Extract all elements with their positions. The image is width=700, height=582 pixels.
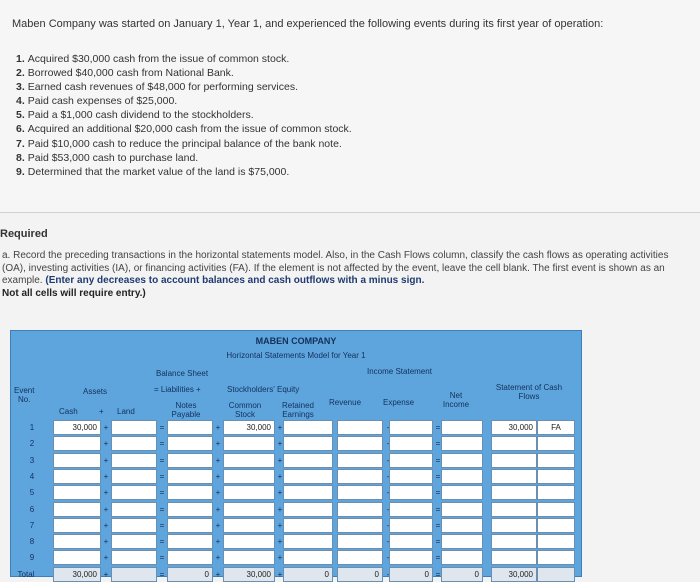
- cell-retained-earnings[interactable]: [283, 420, 333, 435]
- row-label: 6: [29, 504, 35, 514]
- cell-revenue[interactable]: [337, 485, 383, 500]
- cell-expense[interactable]: [389, 436, 433, 451]
- operator-sign: +: [103, 537, 109, 547]
- cell-revenue[interactable]: [337, 502, 383, 517]
- operator-sign: =: [159, 455, 165, 465]
- operator-sign: -: [386, 537, 390, 547]
- operator-sign: +: [215, 455, 221, 465]
- common-stock-header: Common Stock: [228, 401, 262, 419]
- cell-land[interactable]: [111, 469, 157, 484]
- company-name: MABEN COMPANY: [255, 336, 337, 346]
- operator-sign: -: [386, 423, 390, 432]
- cell-expense[interactable]: [389, 534, 433, 549]
- cell-class[interactable]: [537, 518, 575, 533]
- revenue-header: Revenue: [329, 398, 362, 407]
- cell-expense[interactable]: [389, 420, 433, 435]
- operator-sign: +: [215, 569, 221, 579]
- cell-land[interactable]: [111, 436, 157, 451]
- cell-retained-earnings[interactable]: [283, 502, 333, 517]
- balance-sheet-header: Balance Sheet: [156, 369, 209, 378]
- cell-cash-flow: 30,000: [491, 567, 537, 582]
- cell-expense[interactable]: [389, 550, 433, 565]
- operator-sign: +: [103, 488, 109, 498]
- cash-header: Cash: [59, 407, 78, 416]
- list-item: 8. Paid $53,000 cash to purchase land.: [16, 151, 199, 164]
- cell-cash-flow[interactable]: [491, 485, 537, 500]
- cell-class[interactable]: [537, 453, 575, 468]
- cell-retained-earnings[interactable]: [283, 453, 333, 468]
- cell-cash: 30,000: [53, 567, 101, 582]
- operator-sign: =: [435, 471, 441, 481]
- cell-class[interactable]: [537, 534, 575, 549]
- operator-sign: +: [277, 537, 283, 547]
- cell-expense: 0: [389, 567, 433, 582]
- operator-sign: +: [277, 423, 283, 432]
- operator-sign: +: [103, 439, 109, 449]
- cell-net-income[interactable]: [441, 485, 483, 500]
- operator-sign: +: [215, 471, 221, 481]
- list-item: 6. Acquired an additional $20,000 cash from the issue of common stock.: [16, 123, 352, 136]
- operator-sign: =: [159, 520, 165, 530]
- row-label: 8: [29, 537, 35, 547]
- operator-sign: =: [435, 520, 441, 530]
- operator-sign: +: [103, 569, 109, 579]
- cell-class[interactable]: [537, 502, 575, 517]
- cell-land[interactable]: [111, 550, 157, 565]
- table-title: Horizontal Statements Model for Year 1: [226, 351, 366, 360]
- cell-retained-earnings[interactable]: [283, 485, 333, 500]
- operator-sign: =: [435, 537, 441, 547]
- net-income-header: Net Income: [442, 391, 470, 409]
- row-label: Total: [17, 569, 35, 579]
- operator-sign: =: [435, 439, 441, 449]
- cell-common-stock[interactable]: 30,000: [223, 420, 275, 435]
- cell-cash[interactable]: [53, 502, 101, 517]
- event-list: [16, 52, 352, 179]
- expense-header: Expense: [383, 398, 415, 407]
- cell-class[interactable]: [537, 485, 575, 500]
- cell-land: [111, 567, 157, 582]
- cell-cash[interactable]: [53, 485, 101, 500]
- cell-land[interactable]: [111, 420, 157, 435]
- cell-net-income[interactable]: [441, 550, 483, 565]
- cell-notes-payable: 0: [167, 567, 213, 582]
- intro-text: Maben Company was started on January 1, Year 1, and experienced the following events during its first year of operation:: [12, 18, 604, 30]
- required-instructions: a. Record the preceding transactions in the horizontal statements model. Also, in the Cash Flows column, classify the cash flows as operating activities (OA), investing activities (IA), or financing activities (FA). If the element is not affected by the event, leave the cell blank. The first event is shown as an example. (Enter any decreases to account balances and cash outflows with a minus sign. Not all cells will require entry.): [2, 250, 669, 299]
- operator-sign: +: [277, 520, 283, 530]
- row-label: 2: [29, 439, 35, 449]
- operator-sign: +: [277, 569, 283, 579]
- cell-common-stock[interactable]: [223, 453, 275, 468]
- cell-net-income[interactable]: [441, 534, 483, 549]
- cell-revenue: 0: [337, 567, 383, 582]
- horizontal-statements-model: [10, 330, 582, 577]
- cell-class[interactable]: [537, 436, 575, 451]
- cell-net-income[interactable]: [441, 436, 483, 451]
- operator-sign: -: [386, 569, 390, 579]
- retained-earnings-header: Retained Earnings: [281, 401, 315, 419]
- cell-net-income: 0: [441, 567, 483, 582]
- operator-sign: +: [103, 504, 109, 514]
- cell-notes-payable[interactable]: [167, 420, 213, 435]
- operator-sign: =: [159, 439, 165, 449]
- row-label: 3: [29, 455, 35, 465]
- cell-revenue[interactable]: [337, 420, 383, 435]
- cell-revenue[interactable]: [337, 469, 383, 484]
- cell-net-income[interactable]: [441, 502, 483, 517]
- cell-retained-earnings[interactable]: [283, 534, 333, 549]
- operator-sign: =: [435, 488, 441, 498]
- list-item: 7. Paid $10,000 cash to reduce the principal balance of the bank note.: [16, 137, 342, 150]
- list-item: 2. Borrowed $40,000 cash from National Bank.: [16, 67, 234, 80]
- cell-notes-payable[interactable]: [167, 550, 213, 565]
- cell-revenue[interactable]: [337, 550, 383, 565]
- list-item: 4. Paid cash expenses of $25,000.: [16, 95, 178, 108]
- notes-payable-header: Notes Payable: [171, 401, 201, 419]
- land-header: Land: [117, 407, 135, 416]
- cell-retained-earnings[interactable]: [283, 436, 333, 451]
- cell-retained-earnings[interactable]: [283, 550, 333, 565]
- cell-common-stock: 30,000: [223, 567, 275, 582]
- list-item: 1. Acquired $30,000 cash from the issue of common stock.: [16, 53, 290, 65]
- cell-notes-payable[interactable]: [167, 453, 213, 468]
- cell-common-stock[interactable]: [223, 469, 275, 484]
- cash-flows-header: Statement of Cash Flows: [495, 383, 563, 401]
- cell-notes-payable[interactable]: [167, 534, 213, 549]
- cell-net-income[interactable]: [441, 420, 483, 435]
- cell-cash-flow[interactable]: [491, 534, 537, 549]
- cell-notes-payable[interactable]: [167, 518, 213, 533]
- cell-land[interactable]: [111, 518, 157, 533]
- operator-sign: =: [435, 569, 441, 579]
- operator-sign: +: [277, 488, 283, 498]
- cell-revenue[interactable]: [337, 436, 383, 451]
- cell-cash[interactable]: 30,000: [53, 420, 101, 435]
- problem-statement: [0, 0, 700, 213]
- cell-cash-flow[interactable]: [491, 469, 537, 484]
- cell-cash-flow[interactable]: [491, 550, 537, 565]
- cell-common-stock[interactable]: [223, 550, 275, 565]
- operator-sign: -: [386, 488, 390, 498]
- cell-common-stock[interactable]: [223, 485, 275, 500]
- operator-sign: +: [277, 471, 283, 481]
- operator-sign: =: [435, 455, 441, 465]
- operator-sign: +: [215, 439, 221, 449]
- cell-notes-payable[interactable]: [167, 469, 213, 484]
- operator-sign: =: [159, 553, 165, 563]
- operator-sign: +: [215, 423, 221, 432]
- plus-sign: +: [99, 407, 104, 416]
- cell-expense[interactable]: [389, 502, 433, 517]
- row-label: 5: [29, 488, 35, 498]
- cell-cash[interactable]: [53, 518, 101, 533]
- cell-expense[interactable]: [389, 453, 433, 468]
- cell-class[interactable]: [537, 550, 575, 565]
- list-item: 9. Determined that the market value of the land is $75,000.: [16, 165, 290, 178]
- operator-sign: =: [159, 423, 165, 432]
- cell-net-income[interactable]: [441, 518, 483, 533]
- row-label: 4: [29, 471, 35, 481]
- operator-sign: +: [215, 537, 221, 547]
- operator-sign: -: [386, 439, 390, 449]
- operator-sign: +: [215, 504, 221, 514]
- cell-retained-earnings[interactable]: [283, 469, 333, 484]
- cell-notes-payable[interactable]: [167, 502, 213, 517]
- cell-expense[interactable]: [389, 485, 433, 500]
- cell-land[interactable]: [111, 485, 157, 500]
- cell-land[interactable]: [111, 453, 157, 468]
- cell-common-stock[interactable]: [223, 436, 275, 451]
- operator-sign: =: [159, 488, 165, 498]
- operator-sign: +: [215, 520, 221, 530]
- cell-notes-payable[interactable]: [167, 485, 213, 500]
- operator-sign: -: [386, 520, 390, 530]
- operator-sign: -: [386, 471, 390, 481]
- cell-class[interactable]: [537, 469, 575, 484]
- cell-cash[interactable]: [53, 550, 101, 565]
- cell-cash-flow[interactable]: [491, 502, 537, 517]
- cell-cash-flow[interactable]: [491, 436, 537, 451]
- operator-sign: +: [215, 488, 221, 498]
- operator-sign: +: [277, 553, 283, 563]
- event-no-header: Event No.: [14, 386, 35, 404]
- cell-cash[interactable]: [53, 469, 101, 484]
- required-heading: Required: [0, 228, 48, 240]
- operator-sign: +: [277, 455, 283, 465]
- cell-land[interactable]: [111, 534, 157, 549]
- cell-revenue[interactable]: [337, 518, 383, 533]
- cell-notes-payable[interactable]: [167, 436, 213, 451]
- operator-sign: +: [103, 423, 109, 432]
- operator-sign: +: [277, 439, 283, 449]
- cell-cash-flow[interactable]: [491, 518, 537, 533]
- operator-sign: +: [215, 553, 221, 563]
- cell-common-stock[interactable]: [223, 502, 275, 517]
- cell-cash-flow[interactable]: 30,000: [491, 420, 537, 435]
- assets-header: Assets: [83, 387, 108, 396]
- cell-expense[interactable]: [389, 518, 433, 533]
- liabilities-header: = Liabilities +: [154, 385, 201, 394]
- cell-net-income[interactable]: [441, 469, 483, 484]
- operator-sign: =: [435, 553, 441, 563]
- operator-sign: -: [386, 504, 390, 514]
- row-label: 7: [29, 520, 35, 530]
- cell-net-income[interactable]: [441, 453, 483, 468]
- cell-common-stock[interactable]: [223, 534, 275, 549]
- cell-revenue[interactable]: [337, 534, 383, 549]
- operator-sign: =: [159, 504, 165, 514]
- cell-class[interactable]: FA: [537, 420, 575, 435]
- cell-land[interactable]: [111, 502, 157, 517]
- income-statement-header: Income Statement: [367, 367, 432, 376]
- cell-retained-earnings[interactable]: [283, 518, 333, 533]
- operator-sign: -: [386, 553, 390, 563]
- cell-common-stock[interactable]: [223, 518, 275, 533]
- operator-sign: =: [159, 471, 165, 481]
- list-item: 3. Earned cash revenues of $48,000 for performing services.: [16, 81, 298, 94]
- operator-sign: =: [159, 537, 165, 547]
- cell-cash-flow[interactable]: [491, 453, 537, 468]
- operator-sign: +: [103, 553, 109, 563]
- operator-sign: +: [103, 471, 109, 481]
- list-item: 5. Paid a $1,000 cash dividend to the stockholders.: [16, 109, 254, 122]
- operator-sign: +: [103, 455, 109, 465]
- operator-sign: +: [277, 504, 283, 514]
- cell-cash[interactable]: [53, 436, 101, 451]
- stockholders-equity-header: Stockholders' Equity: [227, 385, 300, 394]
- operator-sign: -: [386, 455, 390, 465]
- operator-sign: +: [103, 520, 109, 530]
- operator-sign: =: [159, 569, 165, 579]
- row-label: 1: [29, 423, 35, 432]
- row-label: 9: [29, 553, 35, 563]
- cell-class: [537, 567, 575, 582]
- operator-sign: =: [435, 423, 441, 432]
- cell-cash[interactable]: [53, 453, 101, 468]
- cell-revenue[interactable]: [337, 453, 383, 468]
- cell-retained-earnings: 0: [283, 567, 333, 582]
- operator-sign: =: [435, 504, 441, 514]
- cell-expense[interactable]: [389, 469, 433, 484]
- cell-cash[interactable]: [53, 534, 101, 549]
